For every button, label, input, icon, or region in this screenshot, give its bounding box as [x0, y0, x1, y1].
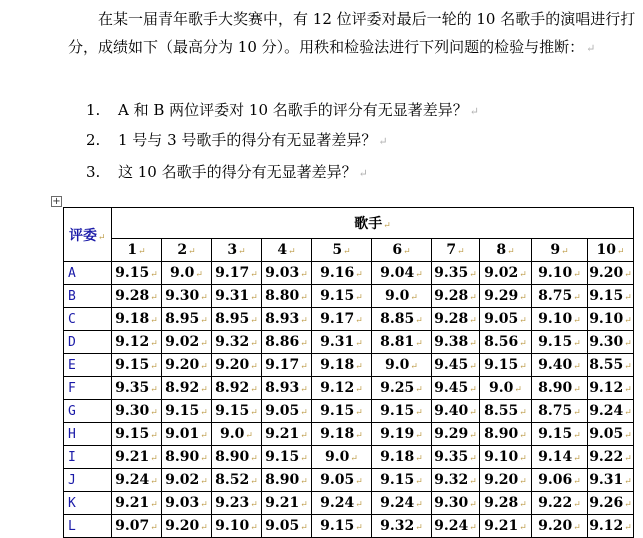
score-cell: 8.90↵	[262, 469, 312, 492]
score-cell: 9.20↵	[532, 515, 588, 538]
score-cell: 9.15↵	[532, 331, 588, 354]
judge-label: F	[64, 377, 112, 400]
score-cell: 8.52↵	[212, 469, 262, 492]
score-cell: 8.93↵	[262, 308, 312, 331]
score-cell: 9.22↵	[588, 446, 634, 469]
score-cell: 9.15↵	[480, 354, 532, 377]
score-cell: 9.17↵	[212, 262, 262, 285]
singer-number-8: 8↵	[480, 239, 532, 262]
score-cell: 9.24↵	[432, 515, 480, 538]
singer-number-9: 9↵	[532, 239, 588, 262]
score-cell: 8.55↵	[480, 400, 532, 423]
table-row	[64, 285, 634, 308]
score-cell: 8.81↵	[372, 331, 432, 354]
score-cell: 9.21↵	[262, 423, 312, 446]
table-row	[64, 354, 634, 377]
score-cell: 9.05↵	[262, 515, 312, 538]
score-cell: 9.45↵	[432, 377, 480, 400]
score-cell: 9.15↵	[372, 469, 432, 492]
score-cell: 9.17↵	[312, 308, 372, 331]
singer-number-6: 6↵	[372, 239, 432, 262]
score-cell: 9.05↵	[588, 423, 634, 446]
score-cell: 8.93↵	[262, 377, 312, 400]
table-row	[64, 492, 634, 515]
score-cell: 9.15↵	[112, 423, 162, 446]
score-cell: 9.24↵	[372, 492, 432, 515]
singer-number-row	[64, 239, 634, 262]
score-cell: 9.20↵	[162, 354, 212, 377]
score-cell: 9.18↵	[312, 354, 372, 377]
score-cell: 9.04↵	[372, 262, 432, 285]
score-cell: 9.15↵	[112, 262, 162, 285]
table-move-handle-icon[interactable]: +	[52, 196, 61, 207]
score-cell: 9.0↵	[372, 285, 432, 308]
score-cell: 8.90↵	[212, 446, 262, 469]
score-cell: 8.92↵	[212, 377, 262, 400]
score-cell: 9.21↵	[112, 492, 162, 515]
score-cell: 9.20↵	[162, 515, 212, 538]
score-cell: 8.95↵	[162, 308, 212, 331]
score-cell: 9.02↵	[162, 331, 212, 354]
score-cell: 9.30↵	[432, 492, 480, 515]
score-cell: 9.12↵	[312, 377, 372, 400]
score-cell: 9.29↵	[432, 423, 480, 446]
score-cell: 9.19↵	[372, 423, 432, 446]
score-cell: 9.01↵	[162, 423, 212, 446]
score-body	[64, 262, 634, 538]
score-cell: 9.15↵	[312, 400, 372, 423]
score-cell: 8.90↵	[532, 377, 588, 400]
judge-label: D	[64, 331, 112, 354]
score-cell: 9.40↵	[432, 400, 480, 423]
score-cell: 9.28↵	[432, 308, 480, 331]
singer-number-3: 3↵	[212, 239, 262, 262]
table-row	[64, 515, 634, 538]
singer-number-4: 4↵	[262, 239, 312, 262]
score-cell: 9.24↵	[112, 469, 162, 492]
question-1: 1. A 和 B 两位评委对 10 名歌手的评分有无显著差异？ ↵	[86, 101, 480, 119]
score-cell: 9.30↵	[112, 400, 162, 423]
score-cell: 8.90↵	[480, 423, 532, 446]
table-row	[64, 262, 634, 285]
score-cell: 9.38↵	[432, 331, 480, 354]
table-row	[64, 377, 634, 400]
table-row	[64, 446, 634, 469]
score-cell: 9.10↵	[532, 308, 588, 331]
table-row	[64, 400, 634, 423]
singer-number-10: 10↵	[588, 239, 634, 262]
score-cell: 9.16↵	[312, 262, 372, 285]
score-cell: 9.0↵	[372, 354, 432, 377]
score-cell: 9.20↵	[588, 262, 634, 285]
score-cell: 9.29↵	[480, 285, 532, 308]
score-cell: 9.05↵	[262, 400, 312, 423]
table-row	[64, 308, 634, 331]
judge-label: A	[64, 262, 112, 285]
score-cell: 9.0↵	[312, 446, 372, 469]
score-cell: 8.55↵	[588, 354, 634, 377]
singer-number-5: 5↵	[312, 239, 372, 262]
question-2: 2. 1 号与 3 号歌手的得分有无显著差异？ ↵	[86, 131, 388, 149]
score-cell: 9.05↵	[480, 308, 532, 331]
score-cell: 9.15↵	[262, 446, 312, 469]
score-cell: 9.25↵	[372, 377, 432, 400]
scores-table	[63, 207, 634, 538]
score-cell: 9.12↵	[588, 377, 634, 400]
score-cell: 9.15↵	[312, 515, 372, 538]
judge-label: L	[64, 515, 112, 538]
score-cell: 9.02↵	[480, 262, 532, 285]
score-cell: 9.18↵	[312, 423, 372, 446]
score-cell: 9.24↵	[588, 400, 634, 423]
score-cell: 9.30↵	[162, 285, 212, 308]
judge-label: B	[64, 285, 112, 308]
score-cell: 9.20↵	[212, 354, 262, 377]
score-cell: 9.10↵	[532, 262, 588, 285]
score-cell: 9.32↵	[372, 515, 432, 538]
table-row	[64, 423, 634, 446]
score-cell: 9.20↵	[480, 469, 532, 492]
score-cell: 9.15↵	[372, 400, 432, 423]
score-cell: 9.31↵	[588, 469, 634, 492]
intro-paragraph: 在某一届青年歌手大奖赛中，有 12 位评委对最后一轮的 10 名歌手的演唱进行打分，成绩如下（最高分为 10 分）。用秩和检验法进行下列问题的检验与推断： ↵	[68, 10, 636, 56]
score-cell: 9.17↵	[262, 354, 312, 377]
score-cell: 9.03↵	[262, 262, 312, 285]
score-cell: 9.10↵	[588, 308, 634, 331]
question-3: 3. 这 10 名歌手的得分有无显著差异？ ↵	[86, 163, 368, 181]
score-cell: 9.07↵	[112, 515, 162, 538]
score-cell: 9.15↵	[112, 354, 162, 377]
judge-header: 评委↵	[64, 208, 112, 262]
score-cell: 9.15↵	[312, 285, 372, 308]
score-cell: 9.21↵	[262, 492, 312, 515]
score-cell: 9.14↵	[532, 446, 588, 469]
score-cell: 9.45↵	[432, 354, 480, 377]
score-cell: 9.15↵	[162, 400, 212, 423]
judge-label: H	[64, 423, 112, 446]
score-cell: 8.75↵	[532, 285, 588, 308]
singer-number-2: 2↵	[162, 239, 212, 262]
score-cell: 9.18↵	[112, 308, 162, 331]
score-cell: 9.35↵	[432, 262, 480, 285]
table-row	[64, 469, 634, 492]
score-cell: 9.0↵	[212, 423, 262, 446]
judge-label: G	[64, 400, 112, 423]
score-cell: 9.21↵	[480, 515, 532, 538]
score-cell: 9.24↵	[312, 492, 372, 515]
score-cell: 9.03↵	[162, 492, 212, 515]
singer-group-header: 歌手↵	[112, 208, 634, 239]
score-cell: 9.10↵	[480, 446, 532, 469]
score-cell: 9.12↵	[588, 515, 634, 538]
singer-number-1: 1↵	[112, 239, 162, 262]
score-cell: 9.31↵	[212, 285, 262, 308]
score-cell: 9.40↵	[532, 354, 588, 377]
score-cell: 8.90↵	[162, 446, 212, 469]
singer-number-7: 7↵	[432, 239, 480, 262]
score-cell: 9.0↵	[480, 377, 532, 400]
judge-label: E	[64, 354, 112, 377]
score-cell: 9.28↵	[432, 285, 480, 308]
score-cell: 9.15↵	[212, 400, 262, 423]
score-cell: 9.35↵	[432, 446, 480, 469]
table-row	[64, 331, 634, 354]
score-cell: 8.92↵	[162, 377, 212, 400]
judge-label: K	[64, 492, 112, 515]
score-cell: 9.23↵	[212, 492, 262, 515]
score-cell: 9.30↵	[588, 331, 634, 354]
score-cell: 9.0↵	[162, 262, 212, 285]
judge-label: C	[64, 308, 112, 331]
judge-label: J	[64, 469, 112, 492]
score-cell: 9.35↵	[112, 377, 162, 400]
score-cell: 8.75↵	[532, 400, 588, 423]
score-cell: 9.06↵	[532, 469, 588, 492]
score-cell: 9.12↵	[112, 331, 162, 354]
score-cell: 9.15↵	[532, 423, 588, 446]
score-cell: 9.28↵	[112, 285, 162, 308]
score-cell: 8.85↵	[372, 308, 432, 331]
score-cell: 9.28↵	[480, 492, 532, 515]
score-cell: 9.10↵	[212, 515, 262, 538]
score-cell: 9.32↵	[212, 331, 262, 354]
score-cell: 9.31↵	[312, 331, 372, 354]
judge-label: I	[64, 446, 112, 469]
score-cell: 8.86↵	[262, 331, 312, 354]
score-cell: 9.26↵	[588, 492, 634, 515]
score-cell: 9.15↵	[588, 285, 634, 308]
score-cell: 9.05↵	[312, 469, 372, 492]
score-cell: 8.80↵	[262, 285, 312, 308]
score-cell: 9.21↵	[112, 446, 162, 469]
score-cell: 9.02↵	[162, 469, 212, 492]
score-cell: 9.22↵	[532, 492, 588, 515]
score-cell: 9.32↵	[432, 469, 480, 492]
score-cell: 8.56↵	[480, 331, 532, 354]
score-cell: 8.95↵	[212, 308, 262, 331]
score-cell: 9.18↵	[372, 446, 432, 469]
